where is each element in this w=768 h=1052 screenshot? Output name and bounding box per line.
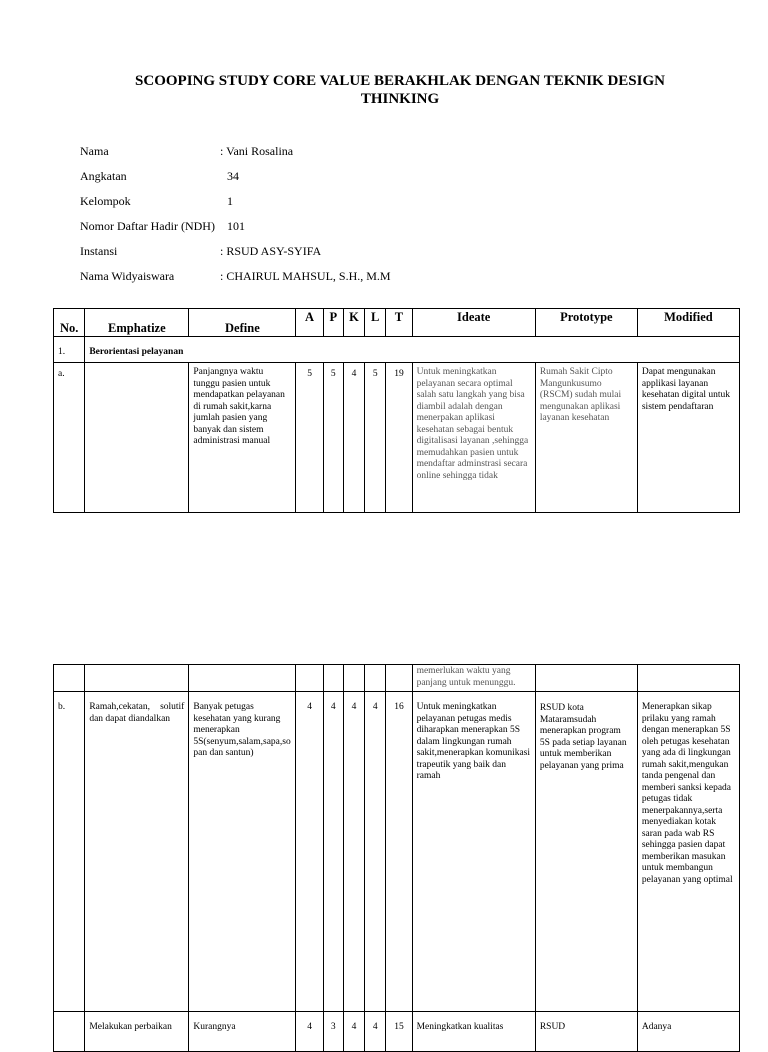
define-cell: Kurangnya — [189, 1012, 296, 1052]
row-number: b. — [54, 692, 85, 1012]
header-no: No. — [54, 309, 85, 337]
section-row — [54, 337, 740, 363]
define-cell: Banyak petugas kesehatan yang kurang menerapkan 5S(senyum,salam,sapa,sopan dan santun) — [189, 692, 296, 1012]
score-l — [365, 665, 386, 692]
table-header-row — [54, 309, 740, 337]
score-t: 16 — [386, 692, 412, 1012]
info-label: Instansi — [80, 244, 118, 258]
define-cell — [189, 665, 296, 692]
score-k: 4 — [343, 363, 364, 513]
emphatize-cell: Ramah,cekatan, solutif dan dapat diandalkan — [85, 692, 189, 1012]
header-k: K — [343, 309, 364, 337]
score-a: 4 — [296, 1012, 323, 1052]
header-prototype: Prototype — [535, 309, 637, 337]
score-p: 5 — [323, 363, 343, 513]
table-row — [54, 1012, 740, 1052]
info-value: 101 — [227, 219, 245, 233]
modified-cell: Adanya — [637, 1012, 739, 1052]
info-label: Angkatan — [80, 169, 127, 183]
score-a — [296, 665, 323, 692]
prototype-cell: RSUD — [535, 1012, 637, 1052]
row-number — [54, 1012, 85, 1052]
table-row — [54, 363, 740, 513]
emphatize-cell — [85, 665, 189, 692]
prototype-cell — [535, 665, 637, 692]
info-value: : CHAIRUL MAHSUL, S.H., M.M — [220, 269, 391, 283]
info-value: : RSUD ASY-SYIFA — [220, 244, 322, 258]
header-ideate: Ideate — [412, 309, 535, 337]
info-label: Nama Widyaiswara — [80, 269, 175, 283]
header-l: L — [365, 309, 386, 337]
score-a: 5 — [296, 363, 323, 513]
info-value: : Vani Rosalina — [220, 144, 294, 158]
section-title: Berorientasi pelayanan — [85, 337, 740, 363]
table-row — [54, 692, 740, 1012]
header-t: T — [386, 309, 412, 337]
score-l: 4 — [365, 1012, 386, 1052]
emphatize-cell: Melakukan perbaikan — [85, 1012, 189, 1052]
document-title: SCOOPING STUDY CORE VALUE BERAKHLAK DENGAN TEKNIK DESIGN THINKING — [135, 73, 665, 107]
ideate-cell: Meningkatkan kualitas — [412, 1012, 535, 1052]
info-label: Nama — [80, 144, 109, 158]
score-t: 15 — [386, 1012, 412, 1052]
header-emphatize: Emphatize — [85, 309, 189, 337]
score-t: 19 — [386, 363, 412, 513]
section-number: 1. — [54, 337, 85, 363]
header-a: A — [296, 309, 323, 337]
score-p: 3 — [323, 1012, 343, 1052]
prototype-cell: RSUD kota Mataramsudah menerapkan program 5S pada setiap layanan untuk memberikan pelayanan yang prima — [535, 692, 637, 1012]
ideate-cell: memerlukan waktu yang panjang untuk menunggu. — [412, 665, 535, 692]
define-cell: Panjangnya waktu tunggu pasien untuk mendapatkan pelayanan di rumah sakit,karna jumlah pasien yang banyak dan sistem administrasi manual — [189, 363, 296, 513]
scoring-table-top — [53, 308, 740, 513]
row-number: a. — [54, 363, 85, 513]
modified-cell: Menerapkan sikap prilaku yang ramah dengan menerapkan 5S oleh petugas kesehatan yang ada di lingkungan rumah sakit,mengukan tanda pengenal dan memberi sanksi kepada petugas tidak menerpakannya,serta menyediakan kotak saran pada wab RS sehingga pasien dapat memberikan masukan untuk membangun pelayanan yang optimal — [637, 692, 739, 1012]
info-value: 34 — [227, 169, 239, 183]
info-value: 1 — [227, 194, 233, 208]
score-p: 4 — [323, 692, 343, 1012]
header-modified: Modified — [637, 309, 739, 337]
info-label: Kelompok — [80, 194, 131, 208]
score-t — [386, 665, 412, 692]
header-define: Define — [189, 309, 296, 337]
modified-cell — [637, 665, 739, 692]
score-a: 4 — [296, 692, 323, 1012]
ideate-cell: Untuk meningkatkan pelayanan secara optimal salah satu langkah yang bisa diambil adalah dengan menerpakan aplikasi kesehatan sebagai bentuk digitalisasi layanan ,sehingga memudahkan pasien untuk mendaftar adminstrasi secara online sehingga tidak — [412, 363, 535, 513]
row-number — [54, 665, 85, 692]
emphatize-cell — [85, 363, 189, 513]
table-row-continuation — [54, 665, 740, 692]
modified-cell: Dapat mengunakan applikasi layanan kesehatan digital untuk sistem pendaftaran — [637, 363, 739, 513]
ideate-cell: Untuk meningkatkan pelayanan petugas medis diharapkan menerapkan 5S dalam lingkungan rumah sakit,menerapkan komunikasi trapeutik yang baik dan ramah — [412, 692, 535, 1012]
score-l: 4 — [365, 692, 386, 1012]
score-p — [323, 665, 343, 692]
score-k: 4 — [343, 1012, 364, 1052]
header-p: P — [323, 309, 343, 337]
score-k: 4 — [343, 692, 364, 1012]
scoring-table-bottom — [53, 664, 740, 1052]
score-k — [343, 665, 364, 692]
info-label: Nomor Daftar Hadir (NDH) — [80, 219, 215, 233]
score-l: 5 — [365, 363, 386, 513]
prototype-cell: Rumah Sakit Cipto Mangunkusumo (RSCM) sudah mulai mengunakan aplikasi layanan kesehatan — [535, 363, 637, 513]
